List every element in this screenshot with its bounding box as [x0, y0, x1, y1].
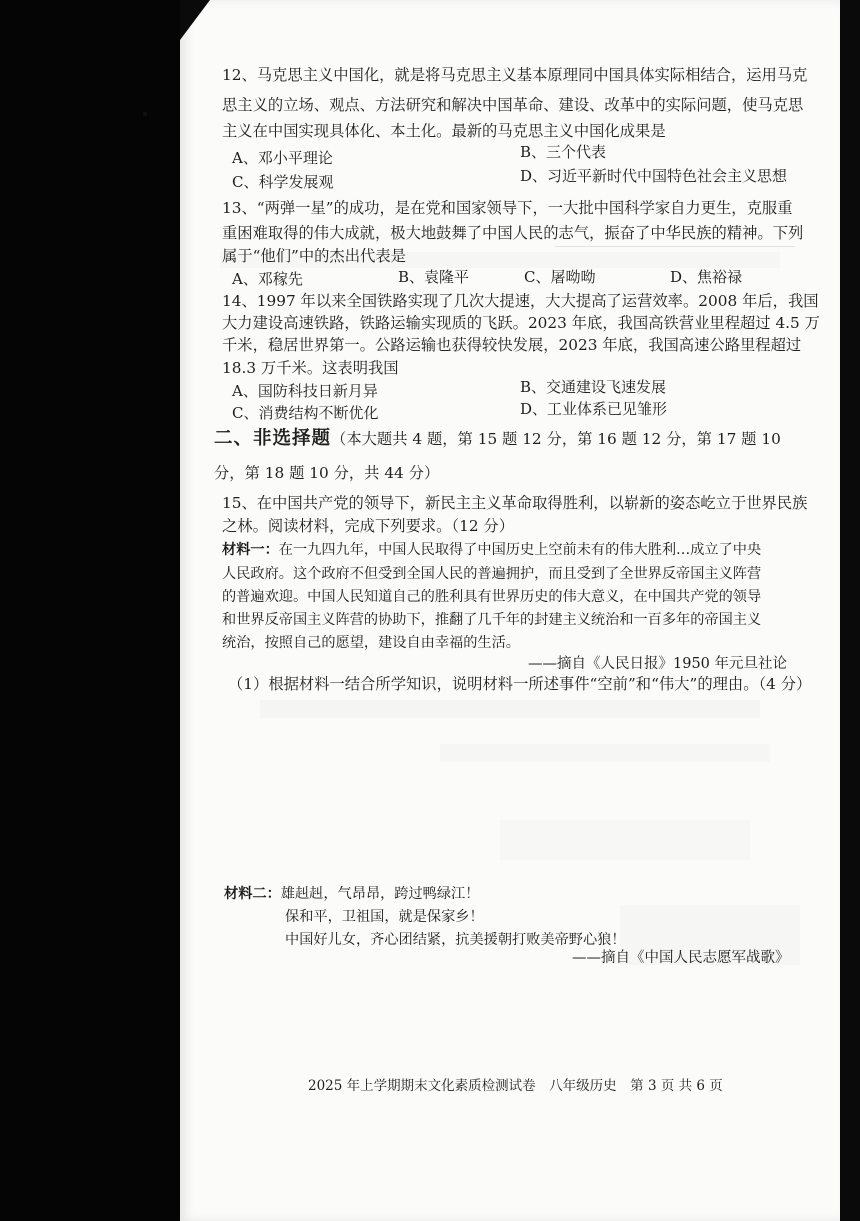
material1-label: 材料一： — [222, 542, 279, 558]
material2-label: 材料二： — [224, 886, 281, 902]
q14-stem-line-1: 14、1997 年以来全国铁路实现了几次大提速，大大提高了运营效率。2008 年后，我国 — [222, 292, 819, 310]
q12-option-c[interactable]: C、科学发展观 — [232, 173, 334, 191]
q13-option-d[interactable]: D、焦裕禄 — [670, 268, 743, 286]
q15-subquestion-1: （1）根据材料一结合所学知识，说明材料一所述事件“空前”和“伟大”的理由。（4 分） — [228, 675, 812, 693]
q14-option-d[interactable]: D、工业体系已见雏形 — [520, 400, 668, 418]
material2-source: ——摘自《中国人民志愿军战歌》 — [572, 950, 790, 966]
q14-option-b[interactable]: B、交通建设飞速发展 — [520, 378, 667, 396]
scan-dark-margin-left — [0, 0, 180, 1221]
material2-line-3: 中国好儿女，齐心团结紧，抗美援朝打败美帝野心狼！ — [285, 932, 626, 948]
material2-text-1: 雄赳赳，气昂昂，跨过鸭绿江！ — [280, 886, 480, 902]
material1-line-3: 的普遍欢迎。中国人民知道自己的胜利具有世界历史的伟大意义，在中国共产党的领导 — [222, 589, 762, 605]
q12-option-a[interactable]: A、邓小平理论 — [232, 149, 333, 167]
q14-stem-line-2: 大力建设高速铁路，铁路运输实现质的飞跃。2023 年底，我国高铁营业里程超过 4.5 万 — [222, 314, 820, 332]
section2-heading — [214, 428, 781, 450]
material1-text-1: 在一九四九年，中国人民取得了中国历史上空前未有的伟大胜利…成立了中央 — [278, 542, 762, 558]
q13-stem-line-1: 13、“两弹一星”的成功，是在党和国家领导下，一大批中国科学家自力更生，克服重 — [222, 199, 793, 217]
q13-option-c[interactable]: C、屠呦呦 — [524, 268, 596, 286]
material1-line-5: 统治，按照自己的愿望，建设自由幸福的生活。 — [222, 635, 520, 651]
q14-option-a[interactable]: A、国防科技日新月异 — [232, 382, 378, 400]
q12-option-d[interactable]: D、习近平新时代中国特色社会主义思想 — [520, 167, 788, 185]
page-footer: 2025 年上学期期末文化素质检测试卷 八年级历史 第 3 页 共 6 页 — [308, 1078, 723, 1094]
material1-line-1 — [222, 539, 761, 561]
q13-stem-line-2: 重困难取得的伟大成就，极大地鼓舞了中国人民的志气，振奋了中华民族的精神。下列 — [222, 224, 804, 242]
q15-intro-line-1: 15、在中国共产党的领导下，新民主主义革命取得胜利，以崭新的姿态屹立于世界民族 — [222, 494, 808, 512]
q13-stem-line-3: 属于“他们”中的杰出代表是 — [222, 247, 406, 265]
q13-option-a[interactable]: A、邓稼先 — [232, 270, 303, 288]
page-corner-fold — [180, 0, 210, 40]
q12-stem-line-2: 思主义的立场、观点、方法研究和解决中国革命、建设、改革中的实际问题，使马克思 — [222, 96, 804, 114]
material2-line-1 — [224, 883, 479, 905]
material1-line-2: 人民政府。这个政府不但受到全国人民的普遍拥护，而且受到了全世界反帝国主义阵营 — [222, 566, 762, 582]
q14-option-c[interactable]: C、消费结构不断优化 — [232, 404, 379, 422]
q14-stem-line-3: 千米，稳居世界第一。公路运输也获得较快发展，2023 年底，我国高速公路里程超过 — [222, 336, 802, 354]
q15-intro-line-2: 之林。阅读材料，完成下列要求。（12 分） — [222, 517, 515, 535]
section2-desc: （本大题共 4 题，第 15 题 12 分，第 16 题 12 分，第 17 题 10 — [331, 430, 781, 448]
q13-option-b[interactable]: B、袁隆平 — [398, 268, 470, 286]
bleed-through-mark — [500, 820, 750, 860]
q12-option-b[interactable]: B、三个代表 — [520, 143, 607, 161]
scan-speck — [143, 112, 147, 116]
section2-desc-line-2: 分，第 18 题 10 分，共 44 分） — [214, 464, 440, 482]
q14-stem-line-4: 18.3 万千米。这表明我国 — [222, 359, 399, 377]
q12-stem-line-3: 主义在中国实现具体化、本土化。最新的马克思主义中国化成果是 — [222, 122, 666, 140]
material1-line-4: 和世界反帝国主义阵营的协助下，推翻了几千年的封建主义统治和一百多年的帝国主义 — [222, 612, 762, 628]
bleed-through-mark — [440, 744, 770, 762]
material1-source: ——摘自《人民日报》1950 年元旦社论 — [528, 656, 788, 672]
q12-stem-line-1: 12、马克思主义中国化，就是将马克思主义基本原理同中国具体实际相结合，运用马克 — [222, 66, 808, 84]
scan-dark-margin-right — [840, 0, 860, 1221]
section2-title: 二、非选择题 — [214, 428, 332, 449]
material2-line-2: 保和平，卫祖国，就是保家乡！ — [285, 909, 484, 925]
bleed-through-mark — [260, 700, 760, 718]
